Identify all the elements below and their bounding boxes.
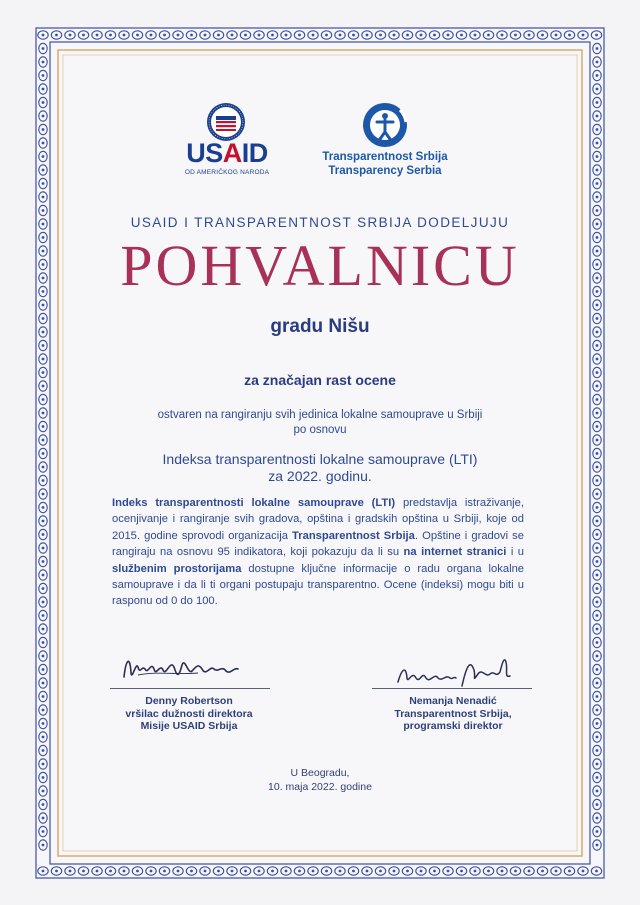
achieved-text: ostvaren na rangiranju svih jedinica lokalne samouprave u Srbiji po osnovu [157,409,483,436]
certificate-title: POHVALNICU [120,233,520,298]
recipient-name: gradu Nišu [270,316,370,337]
transparency-logo-line1: Transparentnost Srbija [322,151,448,163]
awarders-heading: USAID I TRANSPARENTNOST SRBIJA DODELJUJU [130,215,510,230]
transparency-serbia-logo-icon [362,102,408,148]
signatory-right: Nemanja Nenadić Transparentnost Srbija, programski direktor [394,695,512,732]
index-name: Indeksa transparentnosti lokalne samouprave (LTI) za 2022. godinu. [162,451,478,484]
transparency-logo-line2: Transparency Serbia [328,165,442,177]
signature-left [118,645,248,690]
signature-line-left [110,688,270,689]
signatory-left: Denny Robertson vršilac dužnosti direktora Misije USAID Srbija [125,695,253,732]
signature-right [392,648,522,693]
signature-line-right [372,688,532,689]
usaid-seal-icon [206,102,246,142]
usaid-logo-subtitle: OD AMERIČKOG NARODA [184,169,270,176]
description-paragraph: Indeks transparentnosti lokalne samouprave (LTI) predstavlja istraživanje, ocenjivanje i rangiranje svih gradova, opština i gradskih opština u Srbiji, koje od 2015. godine sprovodi organizacija Transparentnost Srbija. Opštine i gradovi se rangiraju na osnovu 95 indikatora, koji pokazuju da li su na internet stranici i u službenim prostorijama dostupne ključne informacije o radu organa lokalne samouprave i da li ti organi postupaju transparentno. Ocene (indeksi) mogu biti u rasponu od 0 do 100. [112,497,525,608]
place-and-date: U Beogradu, 10. maja 2022. godine [268,767,372,793]
award-reason: za značajan rast ocene [244,372,396,388]
usaid-logo-text: USAID [186,138,268,168]
